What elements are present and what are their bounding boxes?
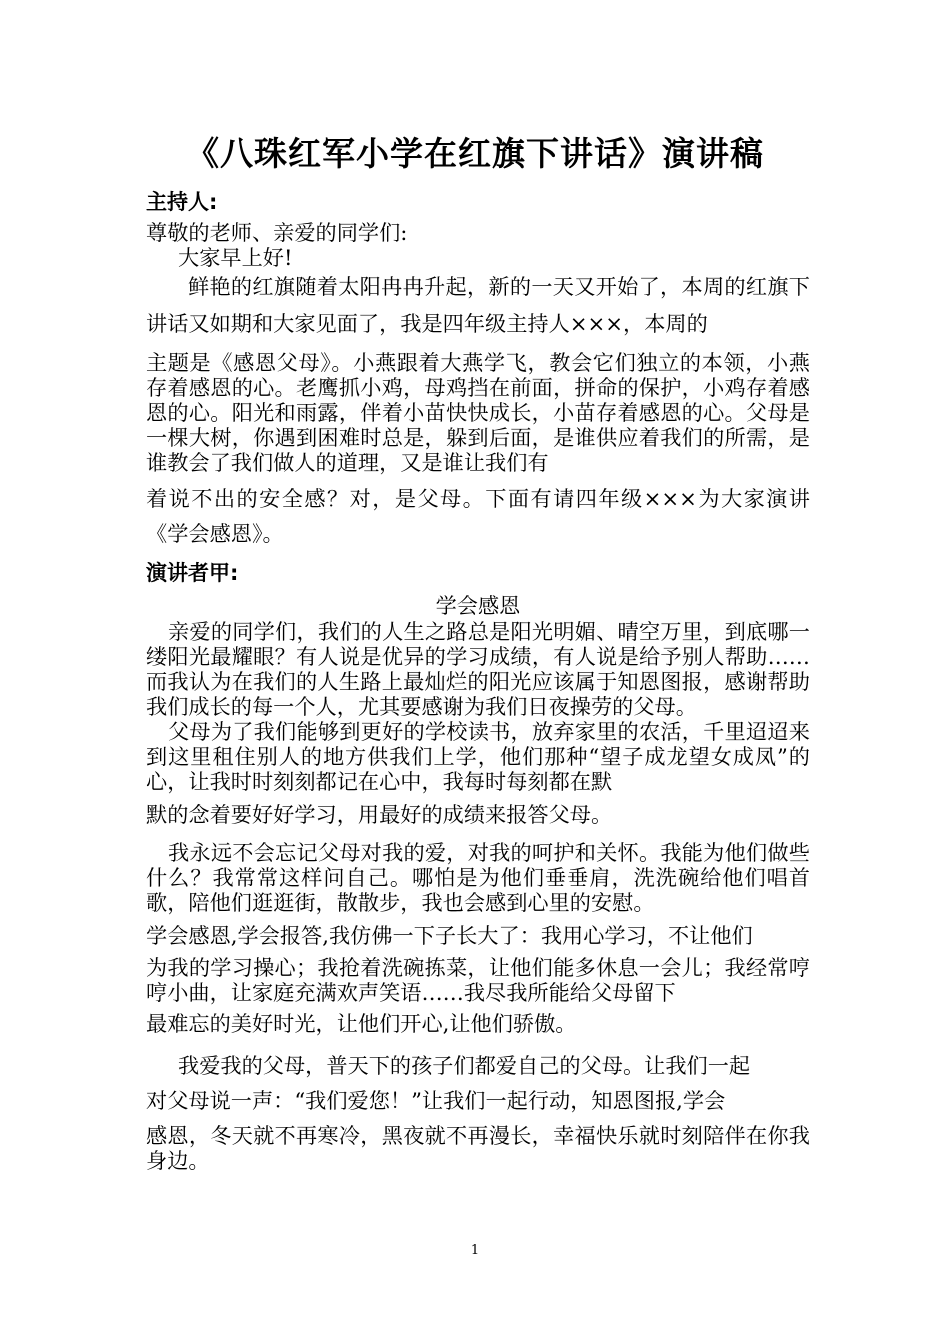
speech-paragraph-2b: 默的念着要好好学习，用最好的成绩来报答父母。 [146,802,613,827]
host-greeting: 尊敬的老师、亲爱的同学们: [146,220,408,245]
speech-paragraph-1: 亲爱的同学们，我们的人生之路总是阳光明媚、晴空万里，到底哪一缕阳光最耀眼？有人说是优异的学习成绩，有人说是给予别人帮助……而我认为在我们的人生路上最灿烂的阳光应该属于知恩图报，感谢帮助我们成长的每一个人，尤其要感谢为我们日夜操劳的父母。 [146,619,810,719]
speech-paragraph-2a: 父母为了我们能够到更好的学校读书，放弃家里的农活，千里迢迢来到这里租住别人的地方供我们上学，他们那种“望子成龙望女成凤”的心，让我时时刻刻都记在心中，我每时每刻都在默 [146,719,810,794]
speech-title: 学会感恩 [435,593,521,618]
speaker-label: 演讲者甲: [146,561,239,585]
host-paragraph-1a: 鲜艳的红旗随着太阳冉冉升起，新的一天又开始了，本周的红旗下讲话又如期和大家见面了，我是四年级主持人×××，本周的 [146,274,810,336]
speech-paragraph-4a: 我爱我的父母，普天下的孩子们都爱自己的父母。让我们一起 [178,1053,751,1078]
host-paragraph-1c: 着说不出的安全感？对，是父母。下面有请四年级×××为大家演讲《学会感恩》。 [146,486,810,546]
host-paragraph-1b: 主题是《感恩父母》。小燕跟着大燕学飞，教会它们独立的本领，小燕存着感恩的心。老鹰抓小鸡，母鸡挡在前面，拼命的保护，小鸡存着感恩的心。阳光和雨露，伴着小苗快快成长，小苗存着感恩的心。父母是一棵大树，你遇到困难时总是，躲到后面，是谁供应着我们的所需，是谁教会了我们做人的道理，又是谁让我们有 [146,350,810,475]
speech-paragraph-3d: 最难忘的美好时光，让他们开心,让他们骄傲。 [146,1011,577,1036]
page-number: 1 [470,1243,480,1258]
speech-paragraph-4b: 对父母说一声：“我们爱您！”让我们一起行动，知恩图报,学会 [146,1088,726,1113]
speech-paragraph-3b: 学会感恩,学会报答,我仿佛一下子长大了：我用心学习，不让他们 [146,923,753,948]
host-hello: 大家早上好! [178,245,293,270]
speech-paragraph-3a: 我永远不会忘记父母对我的爱，对我的呵护和关怀。我能为他们做些什么？我常常这样问自己。哪怕是为他们垂垂肩，洗洗碗给他们唱首歌，陪他们逛逛街，散散步，我也会感到心里的安慰。 [146,840,810,915]
speech-paragraph-4c: 感恩，冬天就不再寒冷，黑夜就不再漫长，幸福快乐就时刻陪伴在你我身边。 [146,1123,810,1173]
host-label: 主持人: [146,190,218,214]
document-title: 《八珠红军小学在红旗下讲话》演讲稿 [186,134,764,173]
speech-paragraph-3c: 为我的学习操心；我抢着洗碗拣菜，让他们能多休息一会儿；我经常哼哼小曲，让家庭充满欢声笑语……我尽我所能给父母留下 [146,955,810,1005]
document-body [146,184,810,1173]
